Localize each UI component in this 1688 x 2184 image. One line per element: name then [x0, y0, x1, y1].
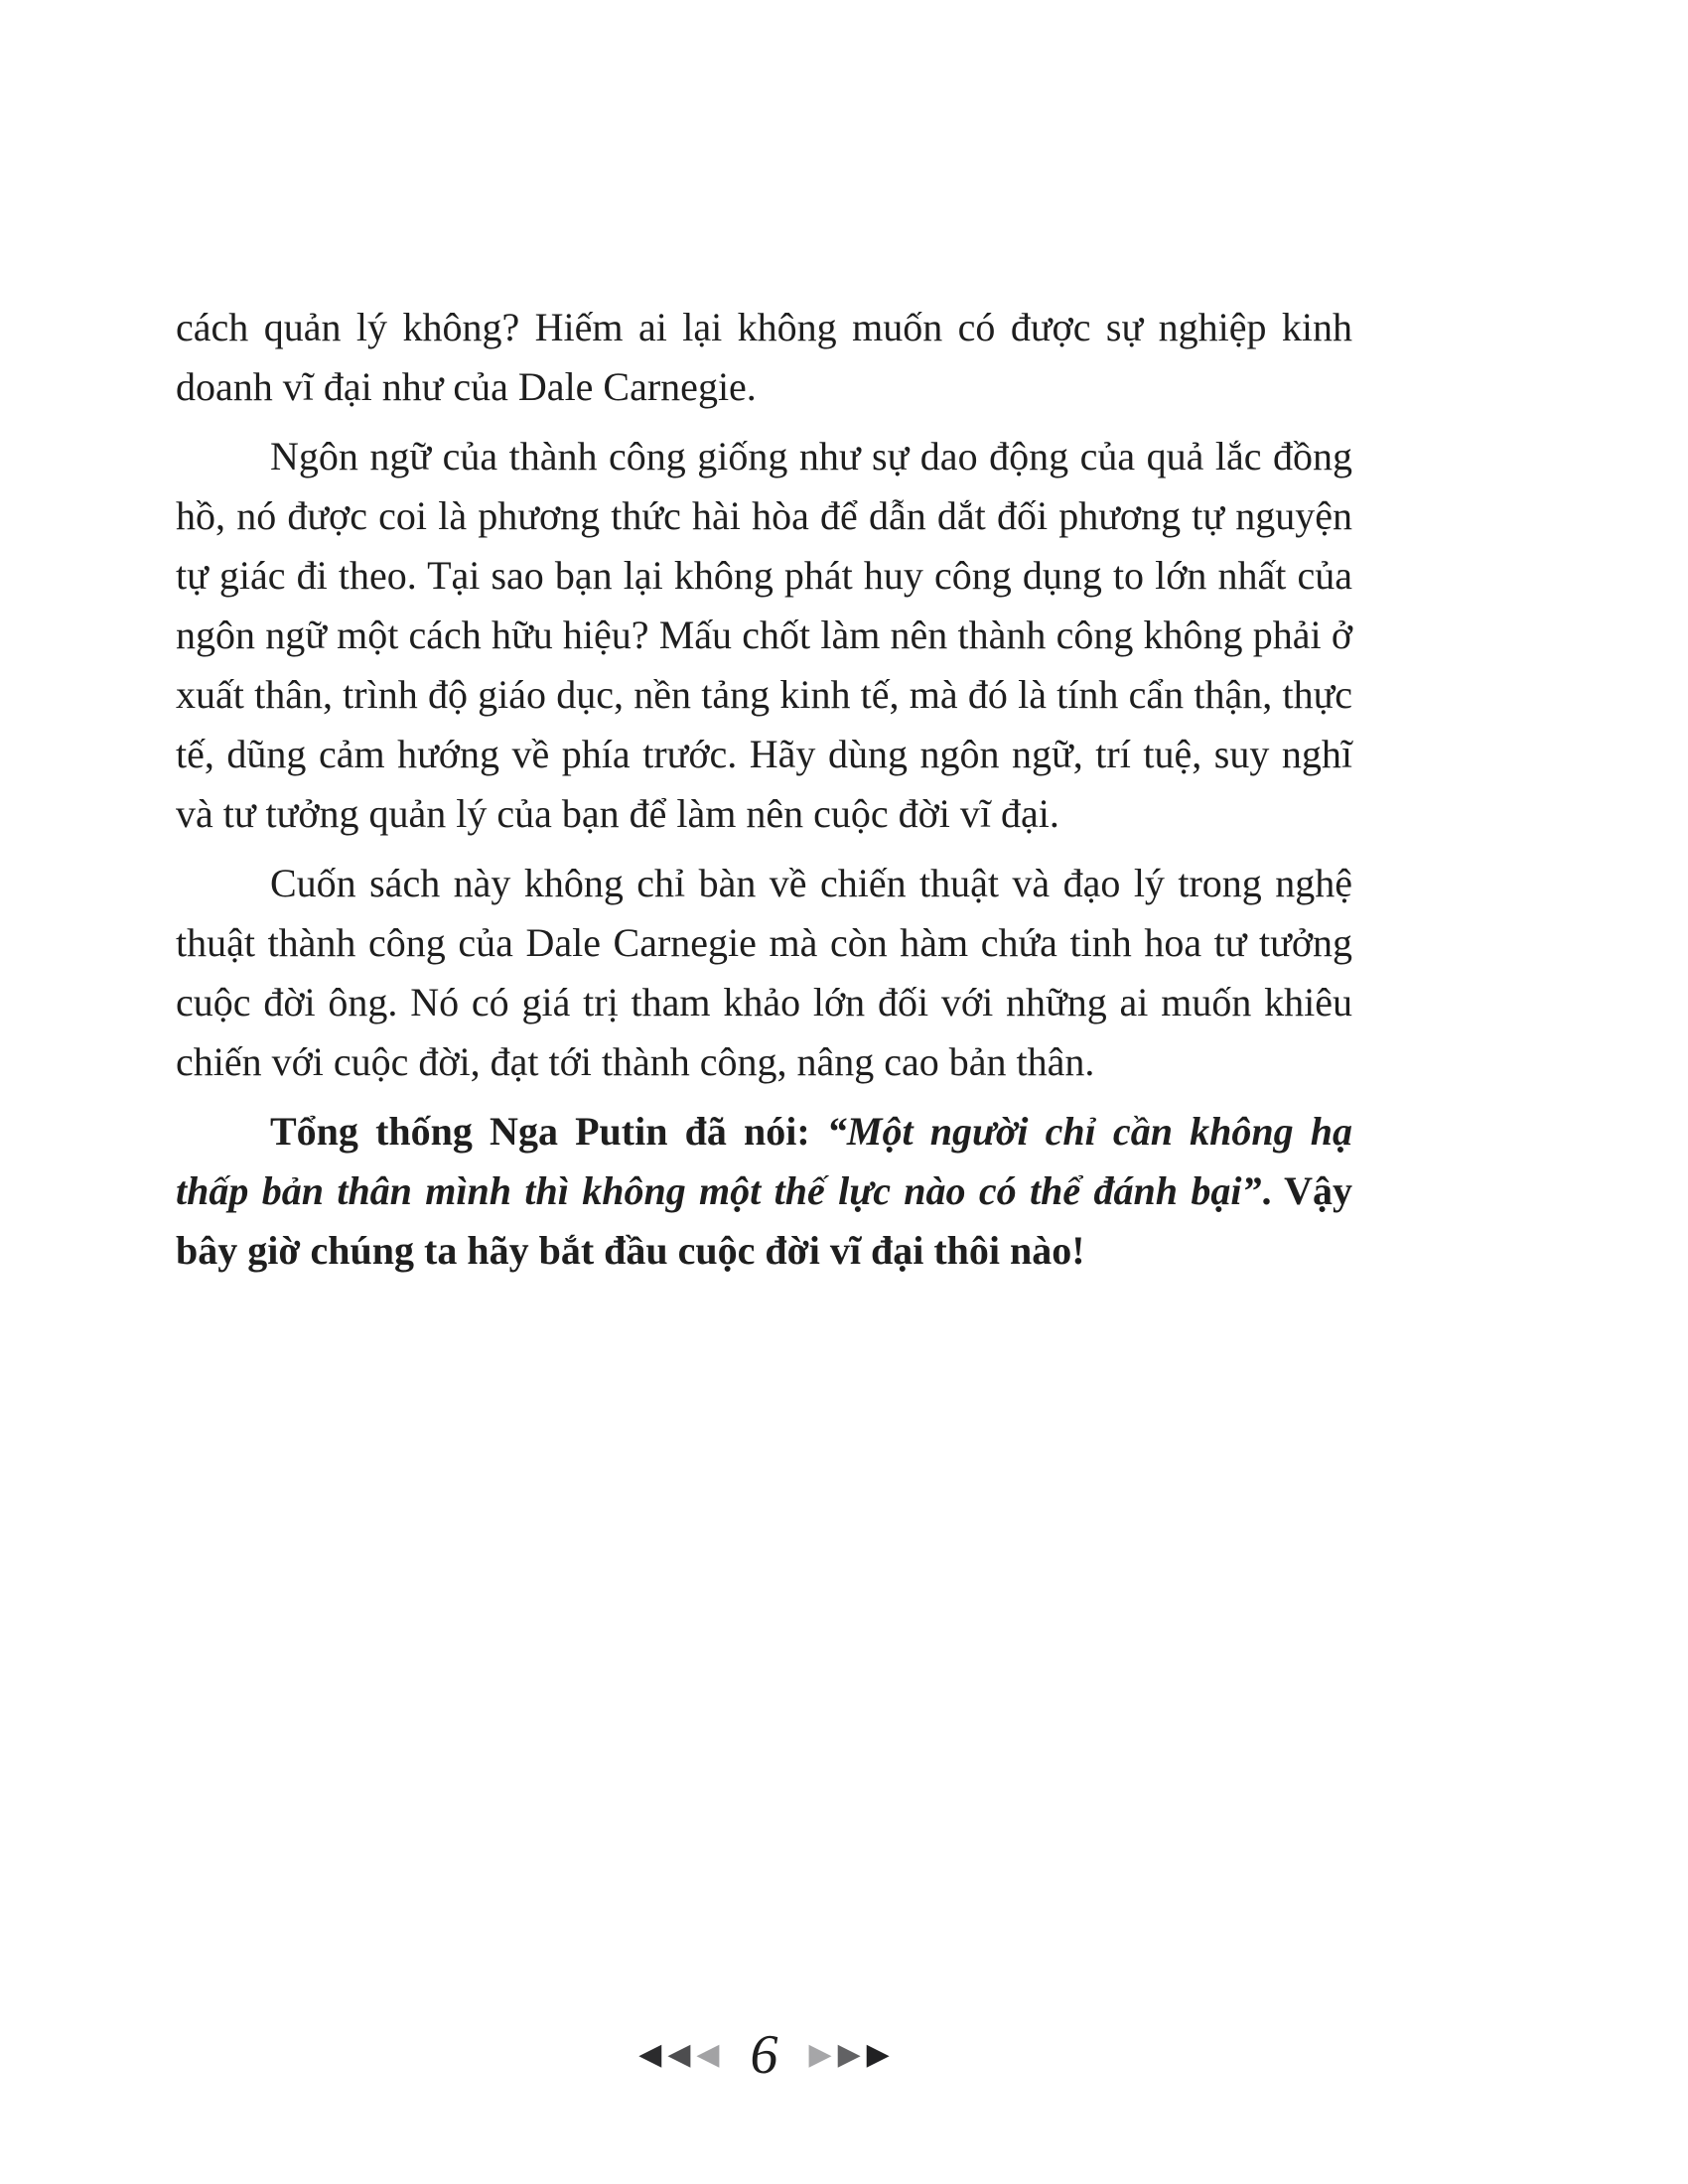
paragraph: Cuốn sách này không chỉ bàn về chiến thuật và đạo lý trong nghệ thuật thành công của Dale Carnegie mà còn hàm chứa tinh hoa tư tưởng cuộc đời ông. Nó có giá trị tham khảo lớn đối với những ai muốn khiêu chiến với cuộc đời, đạt tới thành công, nâng cao bản thân. [176, 861, 1352, 1084]
quote-suffix: . Vậy bây giờ chúng ta hãy bắt đầu cuộc đời vĩ đại thôi nào! [176, 1168, 1352, 1273]
quote-prefix: Tổng thống Nga Putin đã nói: [270, 1109, 827, 1154]
triangle-left-icon: ◀ [667, 2037, 691, 2072]
triangle-right-icon: ▶ [837, 2037, 861, 2072]
quote-text: “Một người chỉ cần không hạ thấp bản thân mình thì không một thế lực nào có thể đánh bại” [176, 1109, 1352, 1213]
triangle-right-icon: ▶ [866, 2037, 890, 2072]
triangle-left-icon: ◀ [638, 2037, 662, 2072]
page-footer-ornament [176, 2024, 1352, 2086]
text-column [176, 298, 1352, 1281]
triangle-right-icon: ▶ [808, 2037, 832, 2072]
page-number: 6 [750, 2024, 778, 2086]
triangle-left-icon: ◀ [696, 2037, 720, 2072]
paragraph: cách quản lý không? Hiếm ai lại không muốn có được sự nghiệp kinh doanh vĩ đại như của Dale Carnegie. [176, 305, 1352, 409]
putin-quote-paragraph [176, 1102, 1352, 1281]
paragraph: Ngôn ngữ của thành công giống như sự dao động của quả lắc đồng hồ, nó được coi là phương thức hài hòa để dẫn dắt đối phương tự nguyện tự giác đi theo. Tại sao bạn lại không phát huy công dụng to lớn nhất của ngôn ngữ một cách hữu hiệu? Mấu chốt làm nên thành công không phải ở xuất thân, trình độ giáo dục, nền tảng kinh tế, mà đó là tính cẩn thận, thực tế, dũng cảm hướng về phía trước. Hãy dùng ngôn ngữ, trí tuệ, suy nghĩ và tư tưởng quản lý của bạn để làm nên cuộc đời vĩ đại. [176, 434, 1352, 836]
